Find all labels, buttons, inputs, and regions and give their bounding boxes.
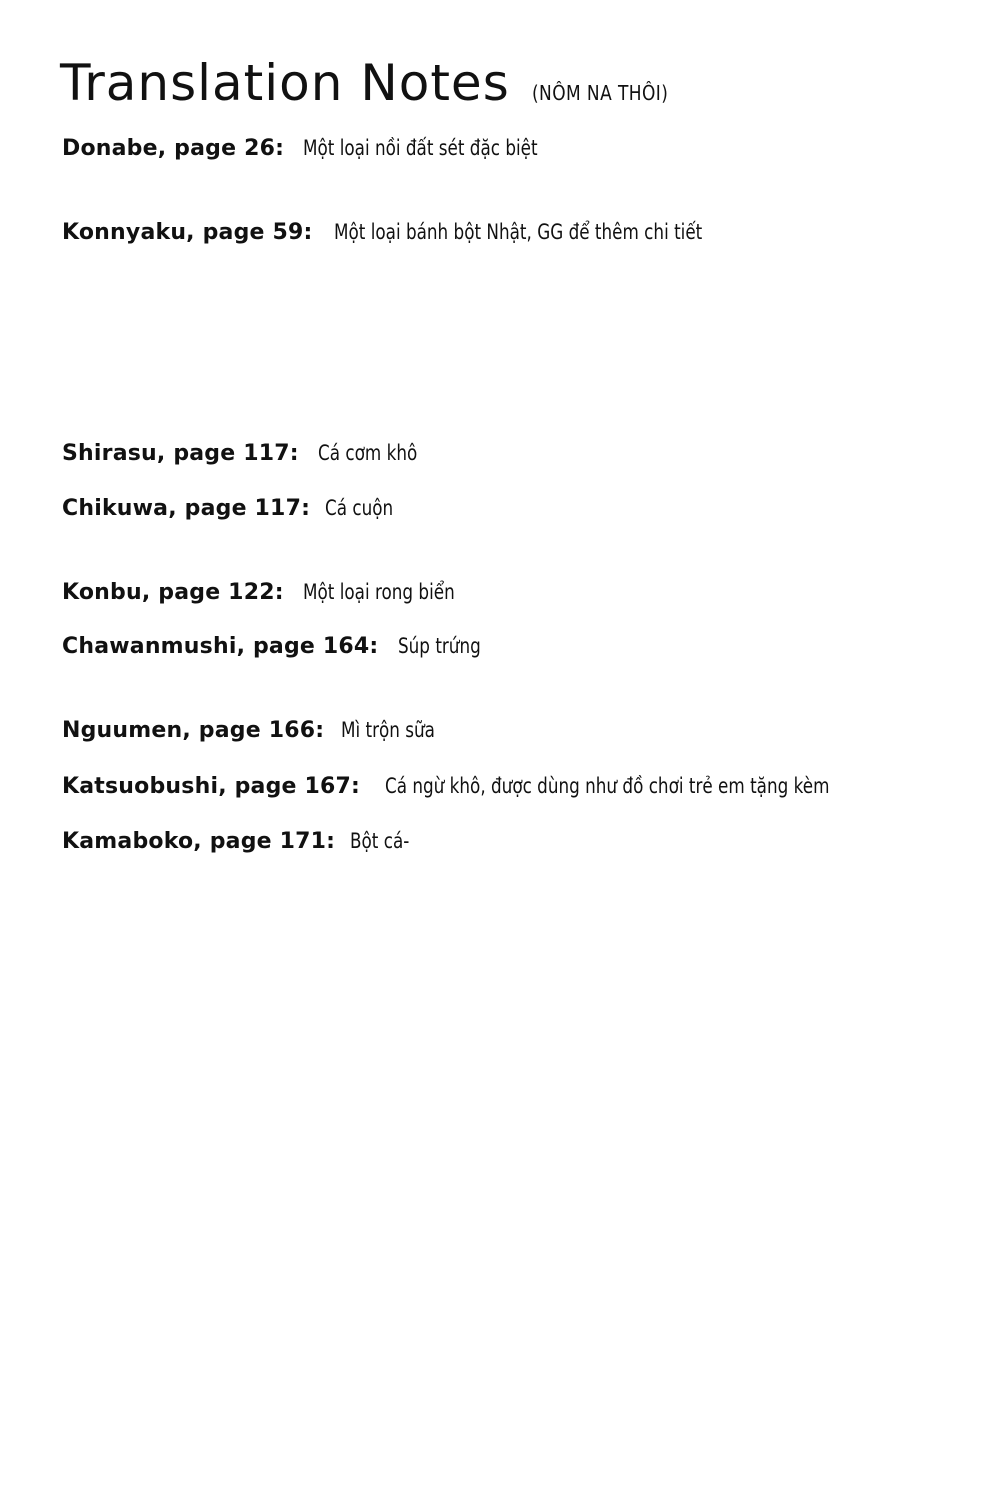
note-definition: Súp trứng (397, 634, 481, 658)
note-kamaboko (62, 831, 424, 853)
page-title (60, 54, 692, 112)
title-note: (NÔM NA THÔI) (531, 81, 669, 105)
note-term: Konnyaku, page 59: (62, 220, 313, 245)
note-definition: Mì trộn sữa (341, 718, 436, 742)
note-definition: Cá cơm khô (317, 441, 418, 465)
note-katsuobushi (62, 776, 941, 798)
note-definition: Một loại nồi đất sét đặc biệt (303, 136, 538, 160)
note-definition: Cá cuộn (325, 496, 394, 520)
note-term: Konbu, page 122: (62, 580, 284, 605)
note-term: Katsuobushi, page 167: (62, 774, 361, 799)
note-term: Nguumen, page 166: (62, 718, 325, 743)
note-term: Kamaboko, page 171: (62, 829, 336, 854)
note-konnyaku (62, 222, 794, 244)
note-donabe (62, 138, 596, 160)
note-chikuwa (62, 498, 410, 520)
note-konbu (62, 582, 492, 604)
title-main: Translation Notes (60, 54, 510, 112)
note-shirasu (62, 443, 442, 465)
note-definition: Một loại bánh bột Nhật, GG để thêm chi tiết (333, 220, 702, 244)
note-term: Chikuwa, page 117: (62, 496, 311, 521)
note-definition: Một loại rong biển (302, 580, 455, 604)
note-term: Shirasu, page 117: (62, 441, 299, 466)
note-chawanmushi (62, 636, 501, 658)
note-term: Chawanmushi, page 164: (62, 634, 379, 659)
note-definition: Cá ngừ khô, được dùng như đồ chơi trẻ em tặng kèm (385, 774, 830, 798)
note-definition: Bột cá- (350, 829, 410, 853)
note-term: Donabe, page 26: (62, 136, 285, 161)
note-nguumen (62, 720, 459, 742)
